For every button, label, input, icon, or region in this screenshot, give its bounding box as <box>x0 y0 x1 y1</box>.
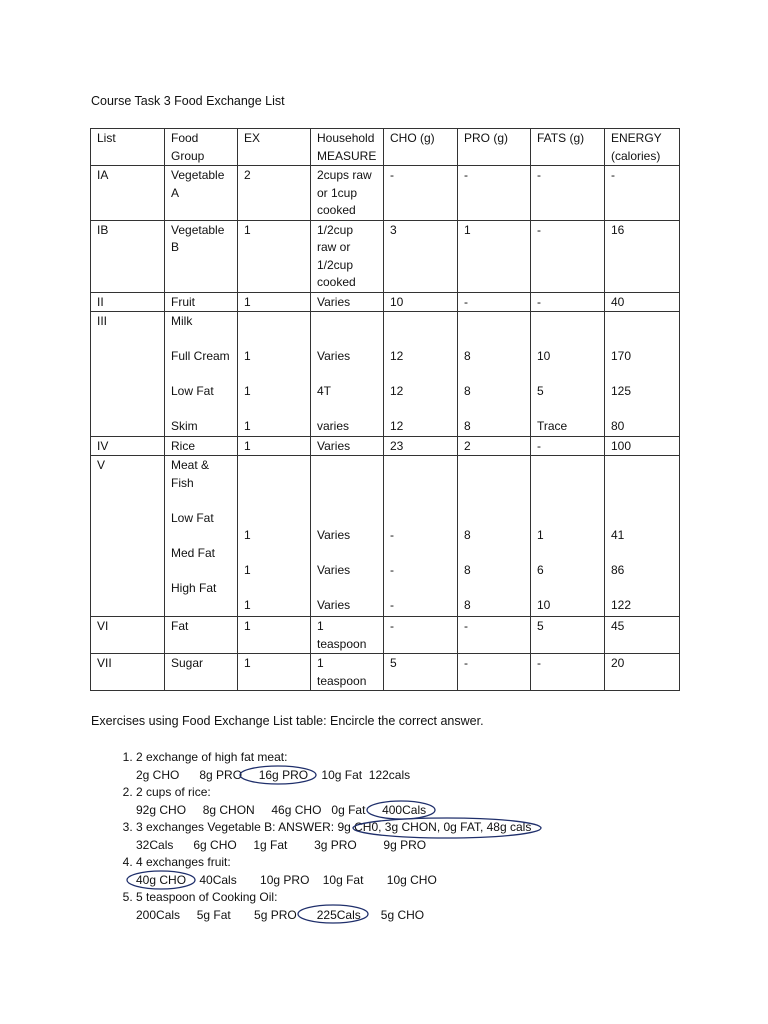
exercise-question: 5 teaspoon of Cooking Oil: <box>136 890 278 904</box>
cell-ex: 1 <box>238 436 311 456</box>
answer-circle <box>127 871 195 889</box>
cell-fats: - <box>531 654 605 691</box>
header-cell-list: List <box>91 129 165 166</box>
header-cell-household-measure: Household MEASURE <box>311 129 384 166</box>
cell-energy: 100 <box>605 436 680 456</box>
cell-energy: 41 86 122 <box>605 456 680 617</box>
cell-energy: 16 <box>605 220 680 292</box>
cell-list: II <box>91 292 165 312</box>
cell-energy: 40 <box>605 292 680 312</box>
cell-pro: - <box>458 292 531 312</box>
cell-ex: 1 <box>238 617 311 654</box>
circle-group <box>127 766 541 923</box>
cell-food-group: Fat <box>165 617 238 654</box>
cell-cho: - <box>384 166 458 221</box>
cell-ex: 2 <box>238 166 311 221</box>
cell-energy: - <box>605 166 680 221</box>
cell-energy: 45 <box>605 617 680 654</box>
cell-pro: - <box>458 654 531 691</box>
cell-list: IB <box>91 220 165 292</box>
answer-circle <box>353 818 541 838</box>
cell-ex: 1 <box>238 654 311 691</box>
answer-circle <box>367 801 435 819</box>
cell-ex: 1 <box>238 220 311 292</box>
cell-cho: - - - <box>384 456 458 617</box>
cell-ex: 1 <box>238 292 311 312</box>
cell-cho: 10 <box>384 292 458 312</box>
cell-cho: 12 12 12 <box>384 312 458 437</box>
cell-fats: 1 6 10 <box>531 456 605 617</box>
cell-fats: - <box>531 166 605 221</box>
cell-fats: 5 <box>531 617 605 654</box>
cell-energy: 20 <box>605 654 680 691</box>
cell-food-group: Sugar <box>165 654 238 691</box>
cell-cho: - <box>384 617 458 654</box>
cell-pro: - <box>458 166 531 221</box>
cell-fats: 10 5 Trace <box>531 312 605 437</box>
cell-household-measure: Varies 4T varies <box>311 312 384 437</box>
cell-food-group: Fruit <box>165 292 238 312</box>
cell-household-measure: Varies <box>311 436 384 456</box>
cell-fats: - <box>531 436 605 456</box>
cell-list: VI <box>91 617 165 654</box>
cell-ex: 1 1 1 <box>238 456 311 617</box>
answer-circle <box>240 766 316 784</box>
page-title: Course Task 3 Food Exchange List <box>91 94 285 108</box>
exercises-heading: Exercises using Food Exchange List table: Encircle the correct answer. <box>91 714 484 728</box>
cell-pro: 8 8 8 <box>458 456 531 617</box>
cell-energy: 170 125 80 <box>605 312 680 437</box>
cell-cho: 5 <box>384 654 458 691</box>
cell-pro: 1 <box>458 220 531 292</box>
cell-household-measure: Varies <box>311 292 384 312</box>
cell-list: IA <box>91 166 165 221</box>
cell-food-group: Rice <box>165 436 238 456</box>
cell-fats: - <box>531 220 605 292</box>
cell-list: III <box>91 312 165 437</box>
cell-pro: - <box>458 617 531 654</box>
cell-food-group: Milk Full Cream Low Fat Skim <box>165 312 238 437</box>
cell-household-measure: Varies Varies Varies <box>311 456 384 617</box>
cell-pro: 8 8 8 <box>458 312 531 437</box>
cell-list: VII <box>91 654 165 691</box>
exercise-options: 2g CHO 8g PRO 16g PRO 10g Fat 122cals <box>136 767 411 782</box>
cell-food-group: Vegetable B <box>165 220 238 292</box>
exercise-options: 32Cals 6g CHO 1g Fat 3g PRO 9g PRO <box>136 837 427 852</box>
exercise-question: 2 cups of rice: <box>136 785 211 799</box>
cell-household-measure: 1 teaspoon <box>311 654 384 691</box>
exercise-options: 92g CHO 8g CHON 46g CHO 0g Fat 400Cals <box>136 802 427 817</box>
header-cell-cho: CHO (g) <box>384 129 458 166</box>
exercise-options: 200Cals 5g Fat 5g PRO 225Cals 5g CHO <box>136 907 425 922</box>
exercise-question: 2 exchange of high fat meat: <box>136 750 288 764</box>
header-cell-fats: FATS (g) <box>531 129 605 166</box>
cell-household-measure: 1 teaspoon <box>311 617 384 654</box>
exercise-question: 3 exchanges Vegetable B: ANSWER: 9g CH0, 3g CHON, 0g FAT, 48g cals <box>136 820 532 834</box>
answer-circle <box>298 905 368 923</box>
exercise-options: 40g CHO 40Cals 10g PRO 10g Fat 10g CHO <box>136 872 437 887</box>
cell-food-group: Meat & Fish Low Fat Med Fat High Fat <box>165 456 238 617</box>
cell-fats: - <box>531 292 605 312</box>
header-cell-ex: EX <box>238 129 311 166</box>
cell-cho: 23 <box>384 436 458 456</box>
cell-list: V <box>91 456 165 617</box>
exercise-question: 4 exchanges fruit: <box>136 855 231 869</box>
cell-pro: 2 <box>458 436 531 456</box>
cell-food-group: Vegetable A <box>165 166 238 221</box>
header-cell-pro: PRO (g) <box>458 129 531 166</box>
cell-household-measure: 2cups raw or 1cup cooked <box>311 166 384 221</box>
cell-household-measure: 1/2cup raw or 1/2cup cooked <box>311 220 384 292</box>
cell-list: IV <box>91 436 165 456</box>
header-cell-energy: ENERGY (calories) <box>605 129 680 166</box>
header-cell-food-group: Food Group <box>165 129 238 166</box>
cell-cho: 3 <box>384 220 458 292</box>
cell-ex: 1 1 1 <box>238 312 311 437</box>
